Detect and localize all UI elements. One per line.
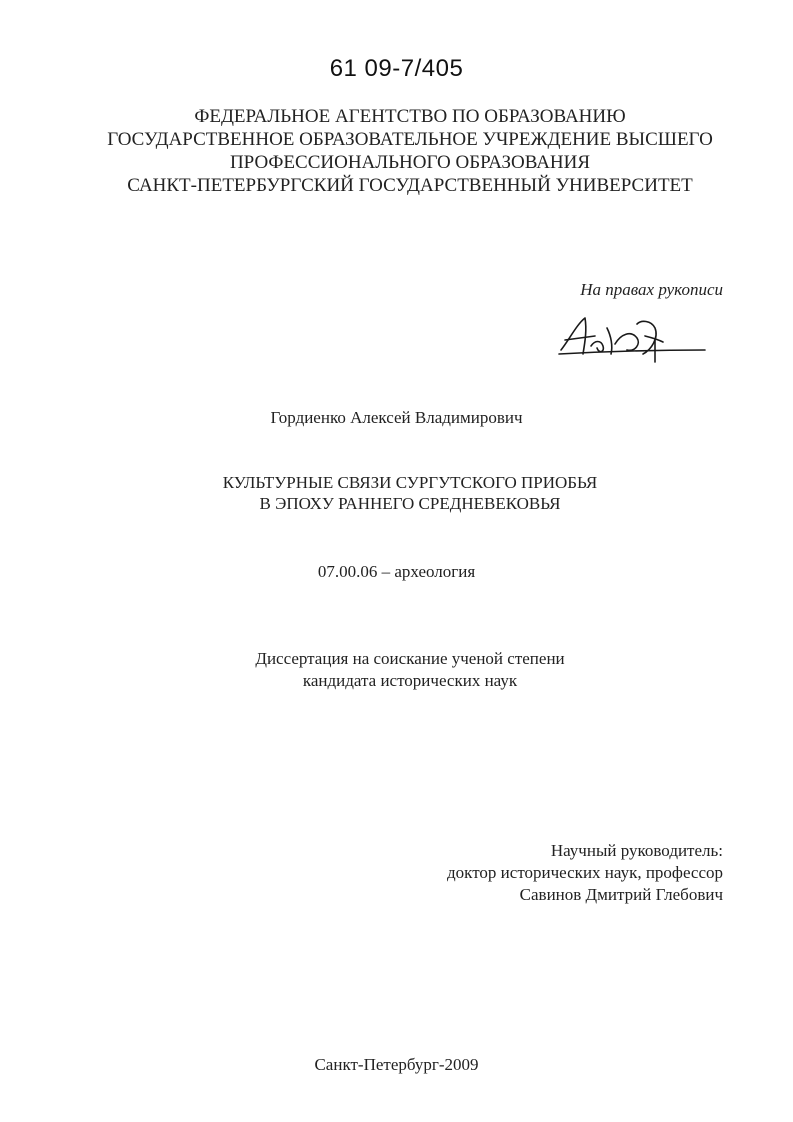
specialty-code: 07.00.06 – археология xyxy=(317,562,476,581)
degree-line: Диссертация на соискание ученой степени xyxy=(255,649,565,668)
degree-statement xyxy=(60,648,760,692)
institution-line: ПРОФЕССИОНАЛЬНОГО ОБРАЗОВАНИЯ xyxy=(229,152,591,173)
institution-line: ГОСУДАРСТВЕННОЕ ОБРАЗОВАТЕЛЬНОЕ УЧРЕЖДЕНИЕ ВЫСШЕГО xyxy=(107,129,713,150)
supervisor-block xyxy=(447,840,723,906)
title-line: В ЭПОХУ РАННЕГО СРЕДНЕВЕКОВЬЯ xyxy=(259,494,561,513)
supervisor-name: Савинов Дмитрий Глебович xyxy=(519,885,723,904)
city-year: Санкт-Петербург-2009 xyxy=(314,1055,479,1074)
catalog-number: 61 09-7/405 xyxy=(329,55,464,82)
dissertation-title xyxy=(60,472,760,514)
supervisor-credentials: доктор исторических наук, профессор xyxy=(447,863,723,882)
institution-line: ФЕДЕРАЛЬНОЕ АГЕНТСТВО ПО ОБРАЗОВАНИЮ xyxy=(194,106,626,127)
degree-line: кандидата исторических наук xyxy=(302,671,518,690)
institution-header xyxy=(60,105,760,197)
institution-line: САНКТ-ПЕТЕРБУРГСКИЙ ГОСУДАРСТВЕННЫЙ УНИВЕРСИТЕТ xyxy=(127,175,693,196)
signature-icon xyxy=(555,310,715,370)
author-name: Гордиенко Алексей Владимирович xyxy=(270,408,523,427)
manuscript-note: На правах рукописи xyxy=(580,280,723,299)
supervisor-label: Научный руководитель: xyxy=(550,841,723,860)
title-line: КУЛЬТУРНЫЕ СВЯЗИ СУРГУТСКОГО ПРИОБЬЯ xyxy=(222,473,598,492)
